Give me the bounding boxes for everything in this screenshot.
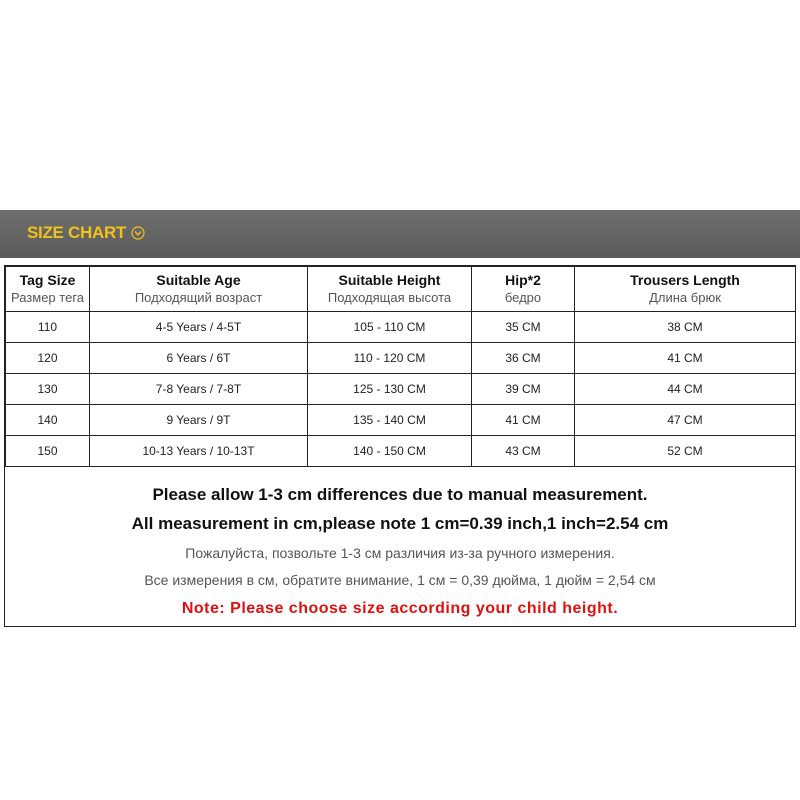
note-measurement-units-ru: Все измерения в см, обратите внимание, 1 см = 0,39 дюйма, 1 дюйм = 2,54 см bbox=[144, 572, 656, 588]
header-en: Tag Size bbox=[19, 272, 76, 288]
cell-tag-size: 120 bbox=[6, 343, 90, 374]
cell-height: 140 - 150 CM bbox=[308, 436, 472, 467]
cell-height: 135 - 140 CM bbox=[308, 405, 472, 436]
table-row bbox=[6, 405, 796, 436]
cell-age: 9 Years / 9T bbox=[90, 405, 308, 436]
header-ru: Подходящий возраст bbox=[134, 290, 263, 305]
note-allow-differences-ru: Пожалуйста, позвольте 1-3 см различия из-за ручного измерения. bbox=[185, 545, 615, 561]
cell-length: 44 CM bbox=[575, 374, 796, 405]
cell-age: 10-13 Years / 10-13T bbox=[90, 436, 308, 467]
header-hip bbox=[472, 267, 575, 312]
header-en: Suitable Height bbox=[338, 272, 441, 288]
cell-age: 6 Years / 6T bbox=[90, 343, 308, 374]
size-chart-banner bbox=[0, 210, 800, 258]
cell-hip: 36 CM bbox=[472, 343, 575, 374]
cell-length: 41 CM bbox=[575, 343, 796, 374]
cell-length: 38 CM bbox=[575, 312, 796, 343]
header-suitable-age bbox=[90, 267, 308, 312]
cell-length: 52 CM bbox=[575, 436, 796, 467]
header-trousers-length bbox=[575, 267, 796, 312]
cell-age: 4-5 Years / 4-5T bbox=[90, 312, 308, 343]
table-row bbox=[6, 436, 796, 467]
cell-tag-size: 110 bbox=[6, 312, 90, 343]
cell-height: 125 - 130 CM bbox=[308, 374, 472, 405]
size-chart bbox=[4, 265, 796, 627]
table-header-row bbox=[6, 267, 796, 312]
cell-height: 105 - 110 CM bbox=[308, 312, 472, 343]
chevron-down-circle-icon bbox=[131, 226, 145, 240]
cell-height: 110 - 120 CM bbox=[308, 343, 472, 374]
header-ru: бедро bbox=[504, 290, 542, 305]
table-row bbox=[6, 374, 796, 405]
table-row bbox=[6, 312, 796, 343]
cell-age: 7-8 Years / 7-8T bbox=[90, 374, 308, 405]
note-choose-size: Note: Please choose size according your child height. bbox=[181, 600, 619, 617]
table-row bbox=[6, 343, 796, 374]
header-en: Suitable Age bbox=[156, 272, 241, 288]
cell-tag-size: 140 bbox=[6, 405, 90, 436]
header-suitable-height bbox=[308, 267, 472, 312]
size-table bbox=[5, 266, 796, 467]
cell-length: 47 CM bbox=[575, 405, 796, 436]
header-ru: Подходящая высота bbox=[327, 290, 452, 305]
cell-tag-size: 130 bbox=[6, 374, 90, 405]
header-ru: Размер тега bbox=[10, 290, 85, 305]
cell-tag-size: 150 bbox=[6, 436, 90, 467]
cell-hip: 43 CM bbox=[472, 436, 575, 467]
cell-hip: 35 CM bbox=[472, 312, 575, 343]
header-tag-size bbox=[6, 267, 90, 312]
banner-title: SIZE CHART bbox=[27, 223, 127, 242]
header-en: Trousers Length bbox=[630, 272, 740, 288]
header-en: Hip*2 bbox=[505, 272, 541, 288]
cell-hip: 41 CM bbox=[472, 405, 575, 436]
note-allow-differences: Please allow 1-3 cm differences due to manual measurement. bbox=[152, 485, 648, 504]
header-ru: Длина брюк bbox=[649, 290, 721, 305]
measurement-notes bbox=[5, 474, 795, 619]
note-measurement-units: All measurement in cm,please note 1 cm=0.39 inch,1 inch=2.54 cm bbox=[131, 514, 669, 533]
cell-hip: 39 CM bbox=[472, 374, 575, 405]
